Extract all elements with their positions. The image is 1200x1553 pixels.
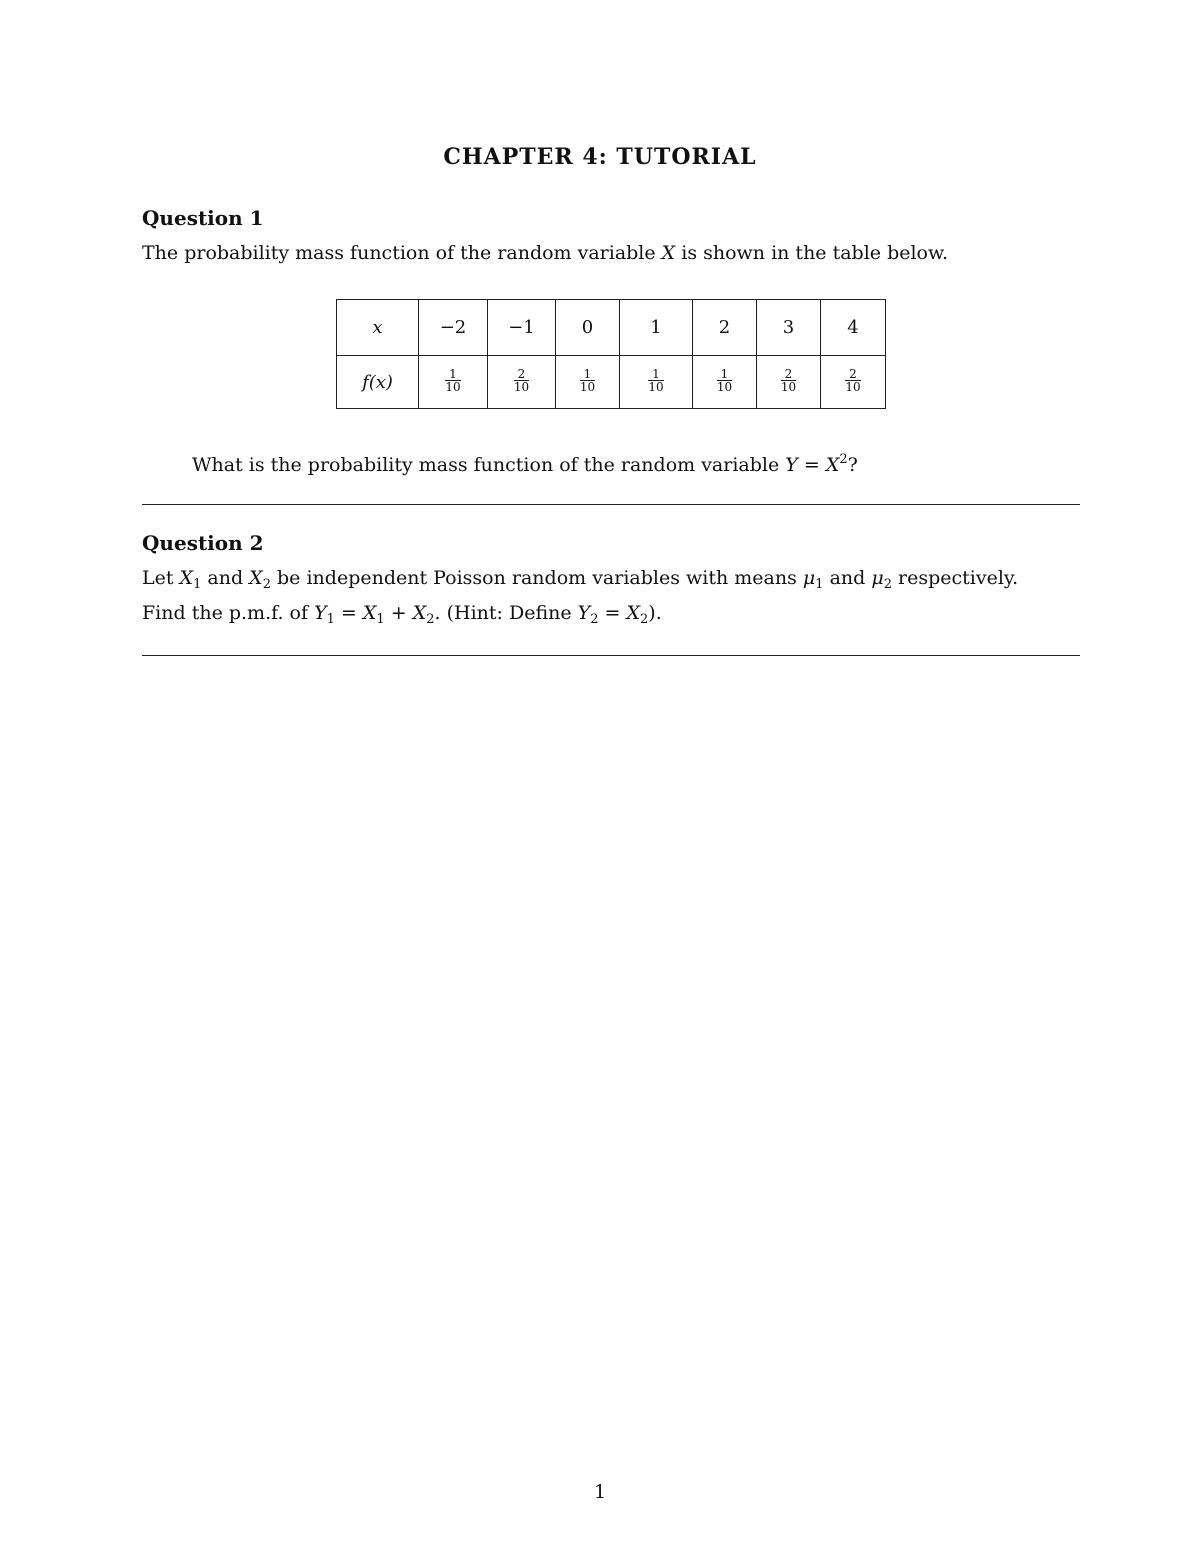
divider (142, 655, 1080, 656)
denominator: 10 (780, 380, 797, 394)
x-cell: −2 (419, 300, 488, 356)
var-mu: μ (871, 567, 884, 589)
row-label-x: x (337, 300, 419, 356)
numerator: 1 (445, 368, 460, 381)
fx-cell (821, 356, 886, 409)
denominator: 10 (445, 380, 461, 394)
x-cell: 2 (693, 300, 757, 356)
numerator: 1 (717, 368, 732, 381)
intro-variable: X (661, 242, 676, 264)
pmf-table (336, 299, 886, 409)
ask-equals: = (797, 454, 826, 476)
subscript: 1 (376, 612, 385, 627)
question-1-heading: Question 1 (142, 206, 264, 230)
fraction (648, 368, 663, 393)
subscript: 1 (326, 612, 335, 627)
fraction (514, 368, 529, 393)
fraction (580, 368, 595, 393)
numerator: 2 (781, 368, 796, 381)
subscript: 2 (640, 612, 649, 627)
denominator: 10 (716, 380, 733, 394)
ask-exponent: 2 (839, 452, 848, 467)
numerator: 1 (648, 368, 663, 381)
var-x: X (626, 602, 640, 624)
subscript: 2 (590, 612, 599, 627)
ask-y: Y (785, 454, 798, 476)
question-2-heading: Question 2 (142, 531, 264, 555)
subscript: 2 (262, 577, 271, 592)
ask-end: ? (847, 454, 858, 476)
ask-x: X (825, 454, 840, 476)
q2-text: Let (142, 567, 180, 589)
q2-text: ). (648, 602, 662, 624)
fx-cell (419, 356, 488, 409)
q2-text: be independent Poisson random variables with means (270, 567, 803, 589)
q2-text: . (Hint: Define (434, 602, 578, 624)
question-2-line-2 (142, 602, 662, 627)
denominator: 10 (579, 380, 596, 394)
equals: = (334, 602, 363, 624)
x-cell: 0 (556, 300, 620, 356)
fraction (845, 368, 860, 393)
fraction (781, 368, 796, 393)
denominator: 10 (648, 380, 664, 394)
page-title: CHAPTER 4: TUTORIAL (443, 144, 757, 170)
intro-text-b: is shown in the table below. (675, 242, 949, 264)
table-row-x (337, 300, 886, 356)
var-y: Y (577, 602, 591, 624)
plus: + (384, 602, 413, 624)
question-1-intro (142, 242, 948, 264)
fraction (445, 368, 460, 393)
divider (142, 504, 1080, 505)
equals: = (598, 602, 627, 624)
numerator: 2 (514, 368, 529, 381)
q2-text: Find the p.m.f. of (142, 602, 315, 624)
q2-text: and (823, 567, 872, 589)
page-number: 1 (593, 1481, 607, 1503)
var-y: Y (314, 602, 327, 624)
var-x: X (179, 567, 194, 589)
var-x: X (362, 602, 377, 624)
subscript: 2 (426, 612, 435, 627)
var-x: X (412, 602, 427, 624)
x-cell: 1 (620, 300, 693, 356)
q2-text: and (201, 567, 250, 589)
fx-cell (556, 356, 620, 409)
fraction (717, 368, 732, 393)
fx-cell (488, 356, 556, 409)
question-2-line-1 (142, 567, 1018, 592)
numerator: 2 (845, 368, 860, 381)
intro-text-a: The probability mass function of the random variable (142, 242, 662, 264)
subscript: 1 (193, 577, 202, 592)
fx-cell (620, 356, 693, 409)
numerator: 1 (580, 368, 595, 381)
ask-text: What is the probability mass function of the random variable (192, 454, 786, 476)
x-cell: −1 (488, 300, 556, 356)
row-label-fx: f(x) (337, 356, 419, 409)
denominator: 10 (513, 380, 530, 394)
subscript: 2 (883, 577, 892, 592)
denominator: 10 (845, 380, 861, 394)
var-x: X (249, 567, 263, 589)
question-1-ask (192, 452, 858, 476)
fx-cell (757, 356, 821, 409)
x-cell: 3 (757, 300, 821, 356)
table-row-fx (337, 356, 886, 409)
subscript: 1 (815, 577, 824, 592)
var-mu: μ (802, 567, 816, 589)
q2-text: respectively. (892, 567, 1019, 589)
x-cell: 4 (821, 300, 886, 356)
fx-cell (693, 356, 757, 409)
